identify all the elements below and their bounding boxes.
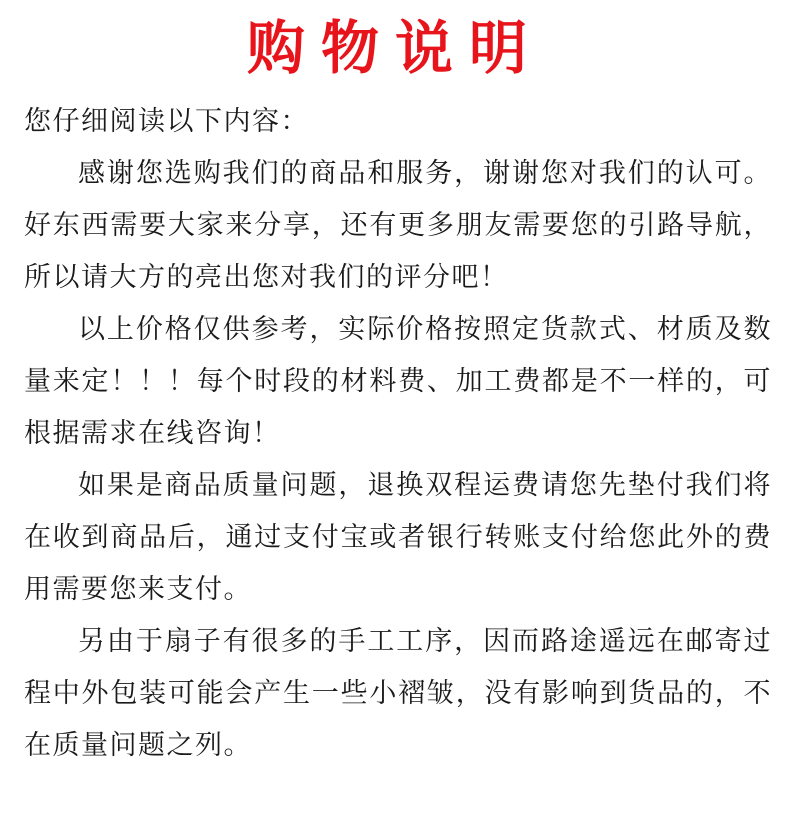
intro-line: 您仔细阅读以下内容： — [24, 106, 309, 137]
page-title: 购物说明 — [246, 14, 543, 82]
notice-body — [24, 96, 772, 772]
paragraph-packaging: 另由于扇子有很多的手工工序，因而路途遥远在邮寄过程中外包装可能会产生一些小褶皱，没有影响到货品的，不在质量问题之列。 — [24, 626, 772, 761]
paragraph-thanks: 感谢您选购我们的商品和服务，谢谢您对我们的认可。好东西需要大家来分享，还有更多朋友需要您的引路导航，所以请大方的亮出您对我们的评分吧！ — [24, 158, 772, 293]
paragraph-price: 以上价格仅供参考，实际价格按照定货款式、材质及数量来定！！！每个时段的材料费、加工费都是不一样的，可根据需求在线咨询！ — [24, 314, 772, 449]
paragraph-quality: 如果是商品质量问题，退换双程运费请您先垫付我们将在收到商品后，通过支付宝或者银行转账支付给您此外的费用需要您来支付。 — [24, 470, 772, 605]
